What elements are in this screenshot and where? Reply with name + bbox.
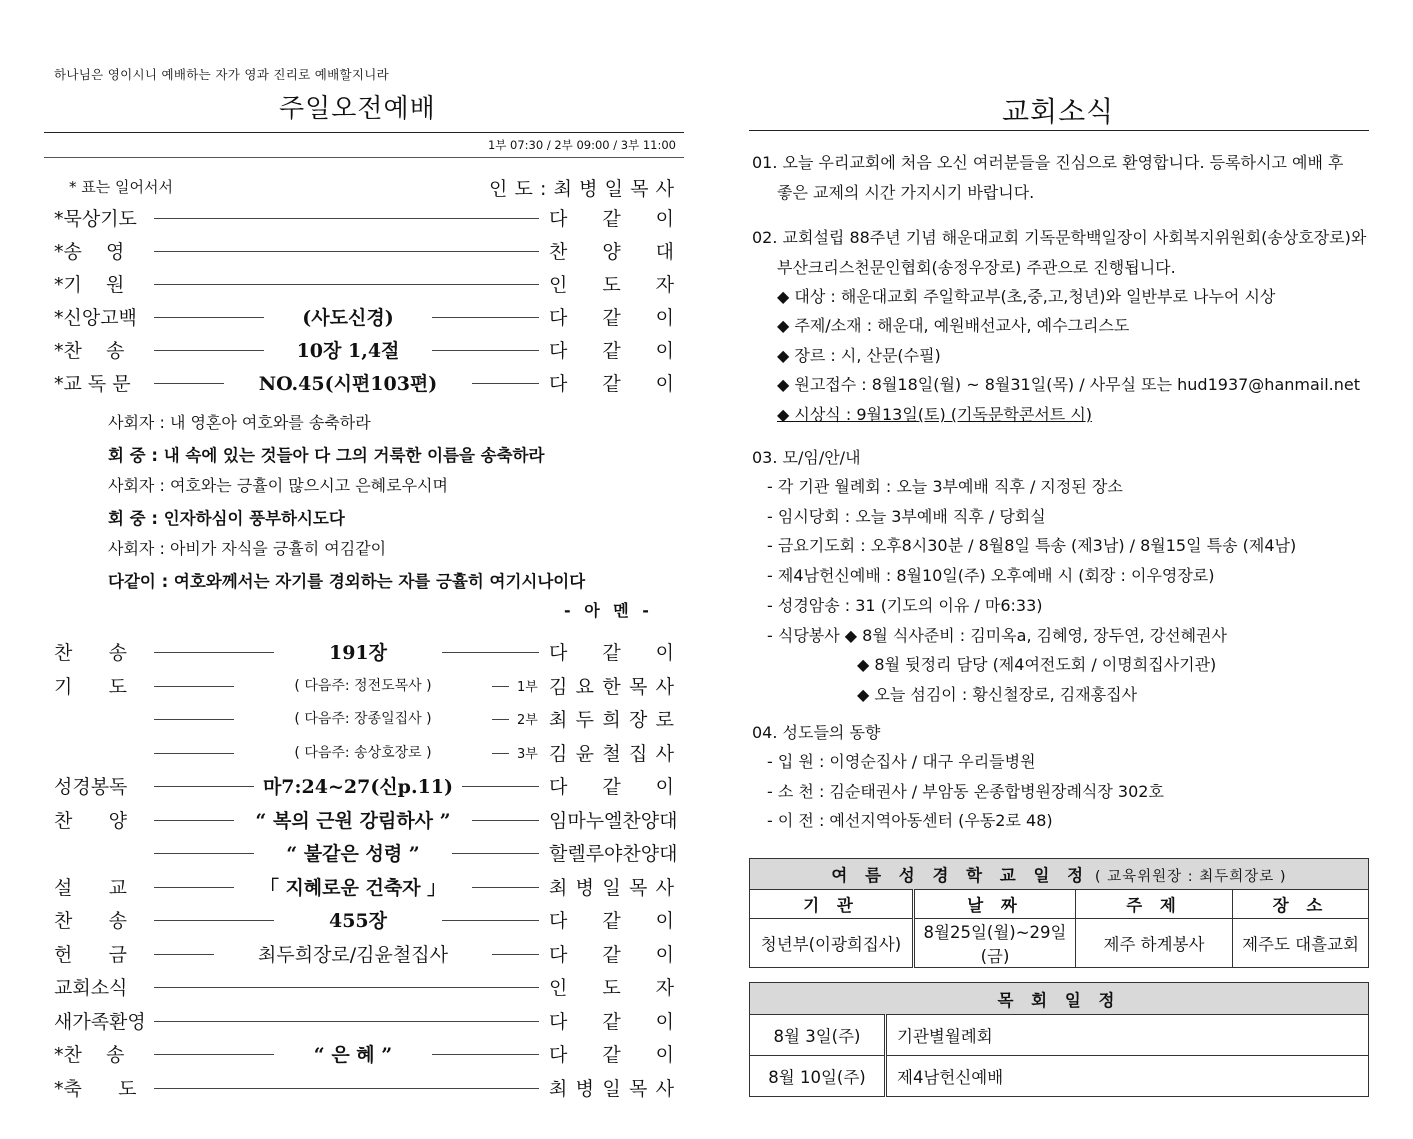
order-label: 찬 양	[54, 809, 127, 832]
notice-2-item: ◆ 장르 : 시, 산문(수필)	[777, 346, 941, 365]
order-row	[44, 367, 684, 397]
speaker: 사회자	[108, 476, 155, 495]
order-label: 헌 금	[54, 943, 127, 966]
order-leader: 최 병 일 목 사	[549, 1077, 674, 1100]
order-detail: 마7:24~27(신p.11)	[254, 772, 462, 799]
order-detail: ( 다음주: 정전도목사 )	[234, 675, 492, 695]
order-detail: 191장	[274, 638, 442, 665]
order-leader: 다 같 이	[549, 1010, 674, 1033]
summer-school-table	[749, 858, 1369, 968]
order-row	[44, 938, 684, 968]
order-detail: 「 지혜로운 건축자 」	[234, 873, 472, 900]
order-detail: ( 다음주: 장종일집사 )	[234, 708, 492, 728]
responsive-line: 회 중 : 내 속에 있는 것들아 다 그의 거룩한 이름을 송축하라	[108, 445, 545, 465]
schedule-date: 8월 3일(주)	[750, 1015, 886, 1056]
pastoral-schedule-table	[749, 982, 1369, 1097]
order-leader: 다 같 이	[549, 340, 674, 362]
order-leader: 다 같 이	[549, 373, 674, 395]
service-part: 3부	[517, 746, 538, 762]
order-detail: “ 불같은 성령 ”	[254, 839, 452, 866]
news-divider	[749, 130, 1369, 131]
summer-school-title: 여 름 성 경 학 교 일 정	[831, 866, 1090, 885]
order-detail: ( 다음주: 송상호장로 )	[234, 742, 492, 762]
order-row	[44, 871, 684, 901]
service-part: 2부	[517, 713, 538, 728]
column-header: 장 소	[1233, 890, 1369, 919]
order-row	[44, 202, 684, 232]
order-leader: 임마누엘찬양대	[549, 809, 678, 832]
order-leader: 인 도 자	[549, 274, 674, 296]
responsive-line: 회 중 : 인자하심이 풍부하시도다	[108, 508, 345, 528]
table-cell: 8월25일(월)~29일(금)	[914, 919, 1076, 968]
notice-2-item: ◆ 주제/소재 : 해운대, 예원배선교사, 예수그리스도	[777, 316, 1130, 335]
order-row	[44, 703, 684, 733]
table-cell: 청년부(이광희집사)	[750, 919, 914, 968]
leader-line	[154, 1088, 539, 1089]
responsive-line: 사회자 : 아비가 자식을 긍휼히 여김같이	[108, 539, 387, 558]
notice-3-item: - 임시당회 : 오늘 3부예배 직후 / 당회실	[767, 507, 1046, 526]
order-row	[44, 1038, 684, 1068]
notice-3-item: ◆ 오늘 섬김이 : 황신철장로, 김재홍집사	[857, 685, 1138, 704]
order-row	[44, 334, 684, 364]
column-header: 주 제	[1076, 890, 1233, 919]
order-leader: 김 요 한 목 사	[549, 675, 674, 698]
order-label: 새가족환영	[54, 1010, 146, 1033]
notice-4-title: 04. 성도들의 동향	[752, 723, 881, 742]
notice-3-item: - 식당봉사 ◆ 8월 식사준비 : 김미옥a, 김혜영, 장두연, 강선혜권사	[767, 626, 1227, 645]
order-label: *찬 송	[54, 1044, 125, 1066]
order-row	[44, 1005, 684, 1035]
notice-2-item: ◆ 시상식 : 9월13일(토) (기독문학콘서트 시)	[777, 405, 1093, 424]
news-title: 교회소식	[1002, 95, 1115, 128]
reading-text: 내 영혼아 여호와를 송축하라	[169, 413, 371, 432]
order-label: 찬 송	[54, 642, 127, 664]
order-row	[44, 804, 684, 834]
notice-4-item: - 입 원 : 이영순집사 / 대구 우리들병원	[767, 752, 1036, 771]
order-label: *찬 송	[54, 340, 125, 362]
header-row	[44, 172, 684, 202]
reading-text: 내 속에 있는 것들아 다 그의 거룩한 이름을 송축하라	[163, 445, 545, 465]
title-divider	[44, 132, 684, 133]
responsive-line: 사회자 : 여호와는 긍휼이 많으시고 은혜로우시며	[108, 476, 448, 495]
speaker: 다같이	[108, 571, 156, 591]
notice-2-item: ◆ 원고접수 : 8월18일(월) ~ 8월31일(목) / 사무실 또는 hud1937@hanmail.net	[777, 375, 1361, 394]
order-label: *묵상기도	[54, 208, 137, 230]
order-detail: 455장	[274, 906, 442, 933]
order-label: *교 독 문	[54, 373, 131, 395]
schedule-event: 기관별월례회	[886, 1015, 1369, 1056]
order-label: 설 교	[54, 876, 127, 899]
notice-2-line-1: 02. 교회설립 88주년 기념 해운대교회 기독문학백일장이 사회복지위원회(송상호장로)와	[752, 228, 1367, 247]
notice-3-item: - 각 기관 월례회 : 오늘 3부예배 직후 / 지정된 장소	[767, 477, 1123, 496]
order-leader: 다 같 이	[549, 307, 674, 329]
table-cell: 제주도 대흘교회	[1233, 919, 1369, 968]
leader-line	[154, 284, 539, 285]
order-row	[44, 1072, 684, 1102]
order-leader: 최 병 일 목 사	[549, 876, 674, 899]
order-row	[44, 301, 684, 331]
order-label: 찬 송	[54, 910, 127, 932]
reading-text: 여호와께서는 자기를 경외하는 자를 긍휼히 여기시나이다	[173, 571, 586, 591]
leader-line	[154, 1021, 539, 1022]
motto-text: 하나님은 영이시니 예배하는 자가 영과 진리로 예배할지니라	[54, 67, 390, 82]
notice-1-line-2: 좋은 교제의 시간 가지시기 바랍니다.	[777, 183, 1035, 202]
speaker: 사회자	[108, 539, 155, 558]
order-row	[44, 971, 684, 1001]
order-label: *송 영	[54, 241, 125, 263]
column-header: 날 짜	[914, 890, 1076, 919]
leader-line	[154, 218, 539, 219]
order-label: *축 도	[54, 1077, 137, 1100]
notice-2-line-2: 부산크리스천문인협회(송정우장로) 주관으로 진행됩니다.	[777, 258, 1176, 277]
order-leader: 다 같 이	[549, 642, 674, 664]
notice-4-item: - 소 천 : 김순태권사 / 부암동 온종합병원장례식장 302호	[767, 782, 1164, 801]
notice-2-item: ◆ 대상 : 해운대교회 주일학교부(초,중,고,청년)와 일반부로 나누어 시상	[777, 287, 1276, 306]
worship-title: 주일오전예배	[279, 94, 436, 124]
reading-text: 아비가 자식을 긍휼히 여김같이	[169, 539, 387, 558]
order-leader: 최 두 희 장 로	[549, 709, 674, 731]
notice-3-item: ◆ 8월 뒷정리 담당 (제4여전도회 / 이명희집사기관)	[857, 655, 1217, 674]
order-label: *기 원	[54, 274, 125, 296]
responsive-line: 사회자 : 내 영혼아 여호와를 송축하라	[108, 413, 371, 432]
order-detail: 최두희장로/김윤철집사	[214, 940, 492, 967]
times-divider	[44, 157, 684, 158]
service-times: 1부 07:30 / 2부 09:00 / 3부 11:00	[487, 138, 676, 152]
amen-text: - 아 멘 -	[564, 601, 653, 620]
order-row	[44, 670, 684, 700]
order-label: 성경봉독	[54, 776, 128, 798]
reading-text: 인자하심이 풍부하시도다	[163, 508, 345, 528]
order-leader: 다 같 이	[549, 910, 674, 932]
summer-school-header	[750, 859, 1369, 890]
order-leader: 다 같 이	[549, 776, 674, 798]
notice-3-title: 03. 모/임/안/내	[752, 448, 861, 467]
order-detail: (사도신경)	[264, 303, 432, 330]
order-row	[44, 268, 684, 298]
summer-school-note: ( 교육위원장 : 최두희장로 )	[1094, 869, 1287, 885]
order-label: 교회소식	[54, 977, 128, 999]
order-row	[44, 235, 684, 265]
notice-3-item: - 금요기도회 : 오후8시30분 / 8월8일 특송 (제3남) / 8월15일 특송 (제4남)	[767, 536, 1297, 555]
order-row	[44, 837, 684, 867]
order-row	[44, 737, 684, 767]
order-leader: 할렐루야찬양대	[549, 843, 678, 865]
service-part: 1부	[517, 679, 538, 695]
speaker: 회 중	[108, 508, 146, 528]
notice-3-item: - 제4남헌신예배 : 8월10일(주) 오후예배 시 (회장 : 이우영장로)	[767, 566, 1215, 585]
leader-line	[154, 251, 539, 252]
order-leader: 다 같 이	[549, 943, 674, 966]
order-detail: “ 복의 근원 강림하사 ”	[234, 806, 472, 833]
order-leader: 인 도 자	[549, 977, 674, 999]
order-leader: 찬 양 대	[549, 241, 674, 263]
order-label: 기 도	[54, 675, 127, 698]
order-label: *신앙고백	[54, 307, 137, 329]
standing-note: * 표는 일어서서	[69, 178, 173, 196]
order-detail: “ 은 혜 ”	[274, 1040, 432, 1067]
order-leader: 김 윤 철 집 사	[549, 742, 674, 765]
reading-text: 여호와는 긍휼이 많으시고 은혜로우시며	[169, 476, 448, 495]
notice-4-item: - 이 전 : 예선지역아동센터 (우동2로 48)	[767, 811, 1053, 830]
order-row	[44, 636, 684, 666]
leader-name: 인 도 : 최 병 일 목 사	[489, 178, 674, 200]
notice-3-item: - 성경암송 : 31 (기도의 이유 / 마6:33)	[767, 596, 1043, 615]
column-header: 기 관	[750, 890, 914, 919]
notice-1-line-1: 01. 오늘 우리교회에 처음 오신 여러분들을 진심으로 환영합니다. 등록하시고 예배 후	[752, 153, 1344, 172]
order-leader: 다 같 이	[549, 1044, 674, 1066]
order-detail: NO.45(시편103편)	[224, 369, 472, 396]
order-row	[44, 904, 684, 934]
table-cell: 제주 하계봉사	[1076, 919, 1233, 968]
order-leader: 다 같 이	[549, 208, 674, 230]
responsive-line: 다같이 : 여호와께서는 자기를 경외하는 자를 긍휼히 여기시나이다	[108, 571, 586, 591]
schedule-event: 제4남헌신예배	[886, 1056, 1369, 1097]
order-detail: 10장 1,4절	[264, 336, 432, 363]
pastoral-schedule-title: 목 회 일 정	[750, 983, 1369, 1015]
leader-line	[154, 987, 539, 988]
schedule-date: 8월 10일(주)	[750, 1056, 886, 1097]
order-row	[44, 770, 684, 800]
speaker: 사회자	[108, 413, 155, 432]
speaker: 회 중	[108, 445, 146, 465]
